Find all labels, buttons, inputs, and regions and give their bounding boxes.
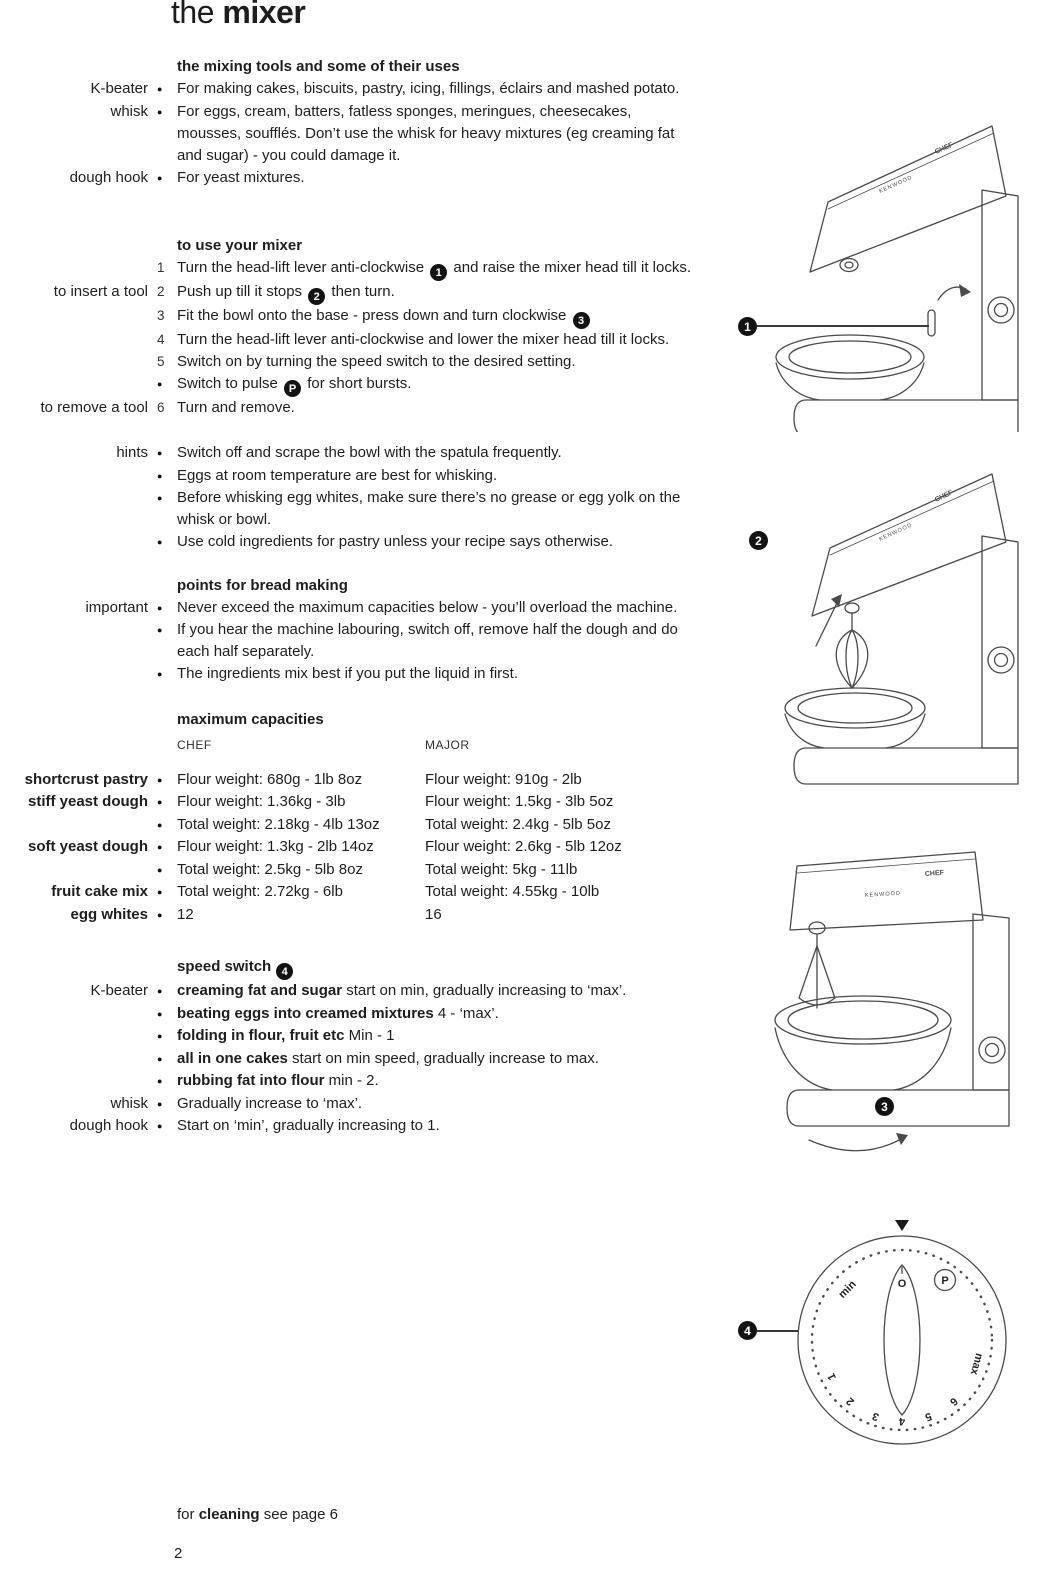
row-text	[177, 351, 797, 373]
chef-value: Flour weight: 680g - 1lb 8oz	[177, 770, 363, 788]
figure-badge-2: 2	[749, 531, 768, 550]
text-span: folding in flour, fruit etc	[177, 1027, 345, 1044]
step-number: 4	[157, 332, 165, 347]
text-span: Use cold ingredients for pastry unless your recipe says otherwise.	[177, 533, 614, 550]
bullet-icon: ●	[157, 887, 163, 897]
section-heading: to use your mixer	[177, 237, 303, 254]
capacity-row	[0, 881, 810, 904]
step-badge-3: 3	[573, 312, 590, 329]
bullet-icon: ●	[157, 819, 163, 830]
dial-max-label: max	[967, 1351, 986, 1377]
row-marker	[148, 305, 177, 329]
row-text	[177, 281, 797, 305]
row-text	[177, 980, 693, 1003]
bullet-icon: ●	[157, 1076, 163, 1086]
bullet-icon: ●	[157, 1053, 163, 1064]
capacity-row	[0, 836, 810, 859]
row-text	[177, 1025, 693, 1048]
figure-badge-3: 3	[875, 1097, 894, 1116]
text-span: Switch off and scrape the bowl with the spatula frequently.	[177, 444, 562, 461]
row-marker	[148, 791, 177, 814]
dial-number-6: 6	[947, 1394, 960, 1408]
section-heading: the mixing tools and some of their uses	[177, 58, 460, 75]
major-value: Flour weight: 2.6kg - 5lb 12oz	[425, 838, 622, 855]
step-number: 3	[157, 308, 165, 323]
row-label: to insert a tool	[53, 283, 148, 300]
mixer-body	[794, 536, 1018, 784]
bullet-icon: ●	[157, 1121, 163, 1131]
major-value: Total weight: 4.55kg - 10lb	[425, 883, 600, 900]
row-marker	[148, 442, 177, 465]
row-marker	[148, 814, 177, 837]
row-marker	[148, 904, 177, 927]
bullet-icon: ●	[157, 669, 163, 679]
text-span: Turn and remove.	[177, 399, 295, 416]
row-marker	[148, 859, 177, 882]
row-marker	[148, 531, 177, 554]
chef-value: Total weight: 2.5kg - 5lb 8oz	[177, 860, 363, 878]
model-label: CHEF	[924, 869, 945, 878]
row-marker	[148, 881, 177, 904]
text-span: creaming fat and sugar	[177, 982, 343, 999]
row-label	[0, 351, 148, 373]
capacity-row	[0, 814, 810, 837]
bullet-icon: ●	[157, 774, 163, 785]
row-marker	[148, 1025, 177, 1048]
text-span: for short bursts.	[303, 375, 412, 392]
row-label: stiff yeast dough	[27, 793, 148, 810]
dial-min-label: min	[836, 1278, 859, 1301]
row-marker	[148, 597, 177, 620]
dial-tick-dots	[812, 1250, 992, 1430]
row-marker	[148, 78, 177, 101]
row-label: dough hook	[69, 1117, 148, 1134]
capacities-column-major: MAJOR	[425, 737, 470, 752]
row-text	[177, 305, 797, 329]
section-heading: maximum capacities	[177, 710, 324, 728]
row-text	[177, 619, 693, 663]
text-row	[0, 78, 810, 101]
row-marker	[148, 619, 177, 663]
text-row	[0, 281, 810, 305]
dial-number-1: 1	[825, 1371, 839, 1382]
figure-badge-1: 1	[738, 317, 757, 336]
row-text	[177, 1070, 693, 1093]
footer-note	[177, 1506, 338, 1523]
row-label: dough hook	[69, 168, 148, 186]
mixer-body	[787, 914, 1009, 1126]
section-speed	[0, 956, 810, 1138]
text-row	[0, 980, 810, 1003]
capacity-row	[0, 769, 810, 792]
row-label: important	[85, 598, 148, 616]
row-text	[177, 1093, 693, 1116]
mixer-bowl	[776, 335, 924, 400]
chef-value: Flour weight: 1.36kg - 3lb	[177, 793, 346, 810]
section-hints	[0, 442, 810, 554]
text-span: Turn the head-lift lever anti-clockwise and lower the mixer head till it locks.	[177, 331, 670, 348]
row-label: hints	[116, 444, 148, 461]
footer-bold: cleaning	[198, 1506, 260, 1523]
section-bread	[0, 575, 810, 686]
row-text	[177, 167, 693, 190]
text-span: Never exceed the maximum capacities below - you’ll overload the machine.	[177, 598, 678, 616]
row-marker	[148, 351, 177, 373]
row-marker	[148, 1093, 177, 1116]
text-row	[0, 465, 810, 488]
row-label	[0, 487, 148, 531]
row-text	[177, 531, 693, 554]
section-heading: speed switch 4	[177, 956, 810, 980]
text-span: Min - 1	[344, 1027, 395, 1044]
mixer-tool-insert-figure	[740, 448, 1040, 808]
bullet-icon: ●	[157, 602, 163, 613]
content-column	[0, 56, 810, 1138]
text-row	[0, 167, 810, 190]
row-marker	[148, 101, 177, 167]
text-span: If you hear the machine labouring, switch off, remove half the dough and do each half separately.	[177, 621, 678, 660]
text-row	[0, 1115, 810, 1138]
row-text	[177, 1003, 693, 1026]
bullet-icon: ●	[157, 172, 163, 183]
text-span: Eggs at room temperature are best for whisking.	[177, 466, 498, 484]
mixer-head	[810, 126, 1006, 272]
text-span: The ingredients mix best if you put the liquid in first.	[177, 665, 519, 682]
text-span: rubbing fat into flour	[177, 1072, 325, 1089]
dial-number-3: 3	[870, 1409, 881, 1424]
step-badge-1: 1	[430, 264, 447, 281]
text-span: 4 - ‘max’.	[433, 1004, 499, 1022]
row-label	[0, 1070, 148, 1093]
capacity-row	[0, 904, 810, 927]
row-marker	[148, 465, 177, 488]
text-span: Switch to pulse	[177, 375, 283, 392]
insert-arrow-icon	[816, 594, 842, 646]
row-label	[0, 663, 148, 686]
row-text	[177, 1115, 693, 1138]
footer-post: see page 6	[259, 1506, 338, 1523]
dial-number-4: 4	[898, 1415, 906, 1427]
dial-off-label: O	[897, 1278, 907, 1290]
text-span: beating eggs into creamed mixtures	[177, 1004, 434, 1022]
row-label	[0, 1025, 148, 1048]
text-span: Before whisking egg whites, make sure there’s no grease or egg yolk on the whisk or bowl.	[177, 489, 681, 528]
row-marker	[148, 1070, 177, 1093]
text-row	[0, 305, 810, 329]
step-number: 1	[157, 260, 165, 275]
bullet-icon: ●	[157, 84, 163, 94]
text-row	[0, 373, 810, 397]
bullet-icon: ●	[157, 448, 163, 458]
row-label	[0, 329, 148, 351]
section-use	[0, 235, 810, 419]
text-row	[0, 487, 810, 531]
text-row	[0, 663, 810, 686]
row-marker	[148, 1115, 177, 1138]
row-label	[0, 814, 148, 837]
row-label: whisk	[110, 102, 148, 120]
row-label: egg whites	[70, 905, 148, 923]
row-text	[177, 101, 693, 167]
page-title	[171, 0, 305, 31]
mixer-bowl	[775, 996, 951, 1090]
capacities-header	[0, 734, 810, 756]
speed-dial-figure	[785, 1207, 1020, 1462]
text-span: Switch on by turning the speed switch to the desired setting.	[177, 353, 576, 370]
text-row	[0, 619, 810, 663]
bullet-icon: ●	[157, 537, 163, 547]
row-label	[0, 305, 148, 329]
bullet-icon: ●	[157, 1098, 163, 1109]
row-marker	[148, 281, 177, 305]
text-row	[0, 351, 810, 373]
bullet-icon: ●	[157, 106, 163, 117]
step-number: 5	[157, 354, 165, 369]
row-text	[177, 487, 693, 531]
text-row	[0, 1025, 810, 1048]
step-badge-P: P	[284, 380, 301, 397]
row-text	[177, 257, 797, 281]
text-span: Turn the head-lift lever anti-clockwise	[177, 259, 429, 276]
dial-number-5: 5	[923, 1409, 934, 1424]
row-text	[177, 78, 693, 101]
leader-line-4	[757, 1330, 798, 1332]
text-span: and raise the mixer head till it locks.	[449, 259, 691, 276]
row-marker	[148, 329, 177, 351]
row-text	[177, 465, 693, 488]
bullet-icon: ●	[157, 625, 163, 635]
lever-turn-arrow-icon	[938, 284, 971, 300]
row-label	[0, 1003, 148, 1026]
row-marker	[148, 487, 177, 531]
bullet-icon: ●	[157, 909, 163, 920]
row-label: fruit cake mix	[51, 883, 148, 900]
row-marker	[148, 980, 177, 1003]
row-marker	[148, 373, 177, 397]
row-text	[177, 597, 693, 620]
row-marker	[148, 167, 177, 190]
bullet-icon: ●	[157, 470, 163, 481]
figure-badge-4: 4	[738, 1321, 757, 1340]
dial-pulse-label: P	[941, 1275, 949, 1287]
row-label: to remove a tool	[40, 399, 148, 416]
text-row	[0, 329, 810, 351]
row-label: whisk	[110, 1094, 148, 1112]
capacity-row	[0, 791, 810, 814]
page-number: 2	[174, 1545, 183, 1562]
step-badge-2: 2	[308, 288, 325, 305]
text-span: Start on ‘min’, gradually increasing to 1.	[177, 1117, 440, 1134]
bullet-icon: ●	[157, 842, 163, 852]
model-label: CHEF	[933, 141, 955, 156]
row-marker	[148, 1003, 177, 1026]
mixer-bowl-fit-figure	[735, 818, 1044, 1173]
section-capacities	[0, 709, 810, 927]
text-row	[0, 101, 810, 167]
text-row	[0, 531, 810, 554]
bullet-icon: ●	[157, 797, 163, 807]
row-label	[0, 619, 148, 663]
row-text	[177, 373, 797, 397]
text-row	[0, 1048, 810, 1071]
text-span: start on min, gradually increasing to ‘max’.	[342, 982, 627, 999]
text-span: start on min speed, gradually increase to max.	[287, 1049, 599, 1067]
text-row	[0, 257, 810, 281]
bullet-icon: ●	[157, 493, 163, 503]
text-span: For making cakes, biscuits, pastry, icing, fillings, éclairs and mashed potato.	[177, 80, 680, 97]
row-text	[177, 397, 797, 419]
text-row	[0, 1093, 810, 1116]
k-beater-tool	[799, 934, 835, 1008]
step-number: 2	[157, 284, 165, 299]
mixer-body	[794, 190, 1018, 432]
row-marker	[148, 769, 177, 792]
brand-label: KENWOOD	[878, 522, 914, 543]
section-tools	[0, 56, 810, 189]
major-value: Total weight: 5kg - 11lb	[425, 860, 578, 878]
row-label	[0, 859, 148, 882]
chef-value: Flour weight: 1.3kg - 2lb 14oz	[177, 838, 374, 855]
row-label: K-beater	[90, 982, 148, 999]
title-light: the	[171, 0, 223, 30]
footer-pre: for	[177, 1506, 199, 1523]
bullet-icon: ●	[157, 864, 163, 875]
step-number: 6	[157, 400, 165, 415]
leader-line-1	[757, 325, 929, 327]
mixer-bowl	[785, 688, 925, 748]
row-text	[177, 1048, 693, 1071]
whisk-tool	[836, 613, 868, 688]
bullet-icon: ●	[157, 379, 163, 389]
title-bold: mixer	[222, 0, 306, 30]
turn-arrow-icon	[809, 1133, 908, 1151]
row-marker	[148, 836, 177, 859]
text-span: min - 2.	[324, 1072, 379, 1089]
capacity-row	[0, 859, 810, 882]
row-label: K-beater	[90, 80, 148, 97]
chef-value: 12	[177, 905, 194, 923]
chef-value: Total weight: 2.18kg - 4lb 13oz	[177, 815, 380, 833]
text-span: Push up till it stops	[177, 283, 307, 300]
major-value: Flour weight: 910g - 2lb	[425, 770, 582, 788]
text-span: Gradually increase to ‘max’.	[177, 1094, 363, 1112]
major-value: 16	[425, 905, 442, 923]
row-marker	[148, 663, 177, 686]
text-row	[0, 442, 810, 465]
capacities-column-chef: CHEF	[177, 737, 212, 752]
text-row	[0, 597, 810, 620]
row-label	[0, 257, 148, 281]
row-marker	[148, 397, 177, 419]
text-row	[0, 397, 810, 419]
section-heading: points for bread making	[177, 576, 348, 594]
row-label	[0, 1048, 148, 1071]
bullet-icon: ●	[157, 1008, 163, 1019]
model-label: CHEF	[933, 489, 955, 504]
text-span: For eggs, cream, batters, fatless sponges, meringues, cheesecakes, mousses, soufflés. Don’t use the whisk for heavy mixtures (eg creaming fat and sugar) - you could damage it.	[177, 102, 675, 164]
chef-value: Total weight: 2.72kg - 6lb	[177, 883, 343, 900]
text-span: all in one cakes	[177, 1049, 288, 1067]
dial-number-2: 2	[844, 1394, 857, 1408]
row-label	[0, 531, 148, 554]
row-label	[0, 373, 148, 397]
row-text	[177, 442, 693, 465]
major-value: Flour weight: 1.5kg - 3lb 5oz	[425, 793, 614, 810]
text-span: then turn.	[327, 283, 395, 300]
text-span: For yeast mixtures.	[177, 168, 305, 186]
text-row	[0, 1003, 810, 1026]
row-marker	[148, 1048, 177, 1071]
row-text	[177, 329, 797, 351]
bullet-icon: ●	[157, 1031, 163, 1041]
row-label	[0, 465, 148, 488]
bullet-icon: ●	[157, 986, 163, 996]
step-badge-4: 4	[276, 963, 293, 980]
row-marker	[148, 257, 177, 281]
mixer-head-lift-figure	[740, 52, 1040, 432]
row-label: shortcrust pastry	[24, 770, 148, 788]
dial-pointer-icon	[895, 1220, 909, 1231]
head-lift-lever	[928, 310, 935, 336]
text-row	[0, 1070, 810, 1093]
row-label: soft yeast dough	[27, 838, 148, 855]
major-value: Total weight: 2.4kg - 5lb 5oz	[425, 815, 611, 833]
brand-label: KENWOOD	[864, 890, 902, 899]
row-text	[177, 663, 693, 686]
brand-label: KENWOOD	[878, 174, 914, 195]
text-span: Fit the bowl onto the base - press down and turn clockwise	[177, 307, 571, 324]
